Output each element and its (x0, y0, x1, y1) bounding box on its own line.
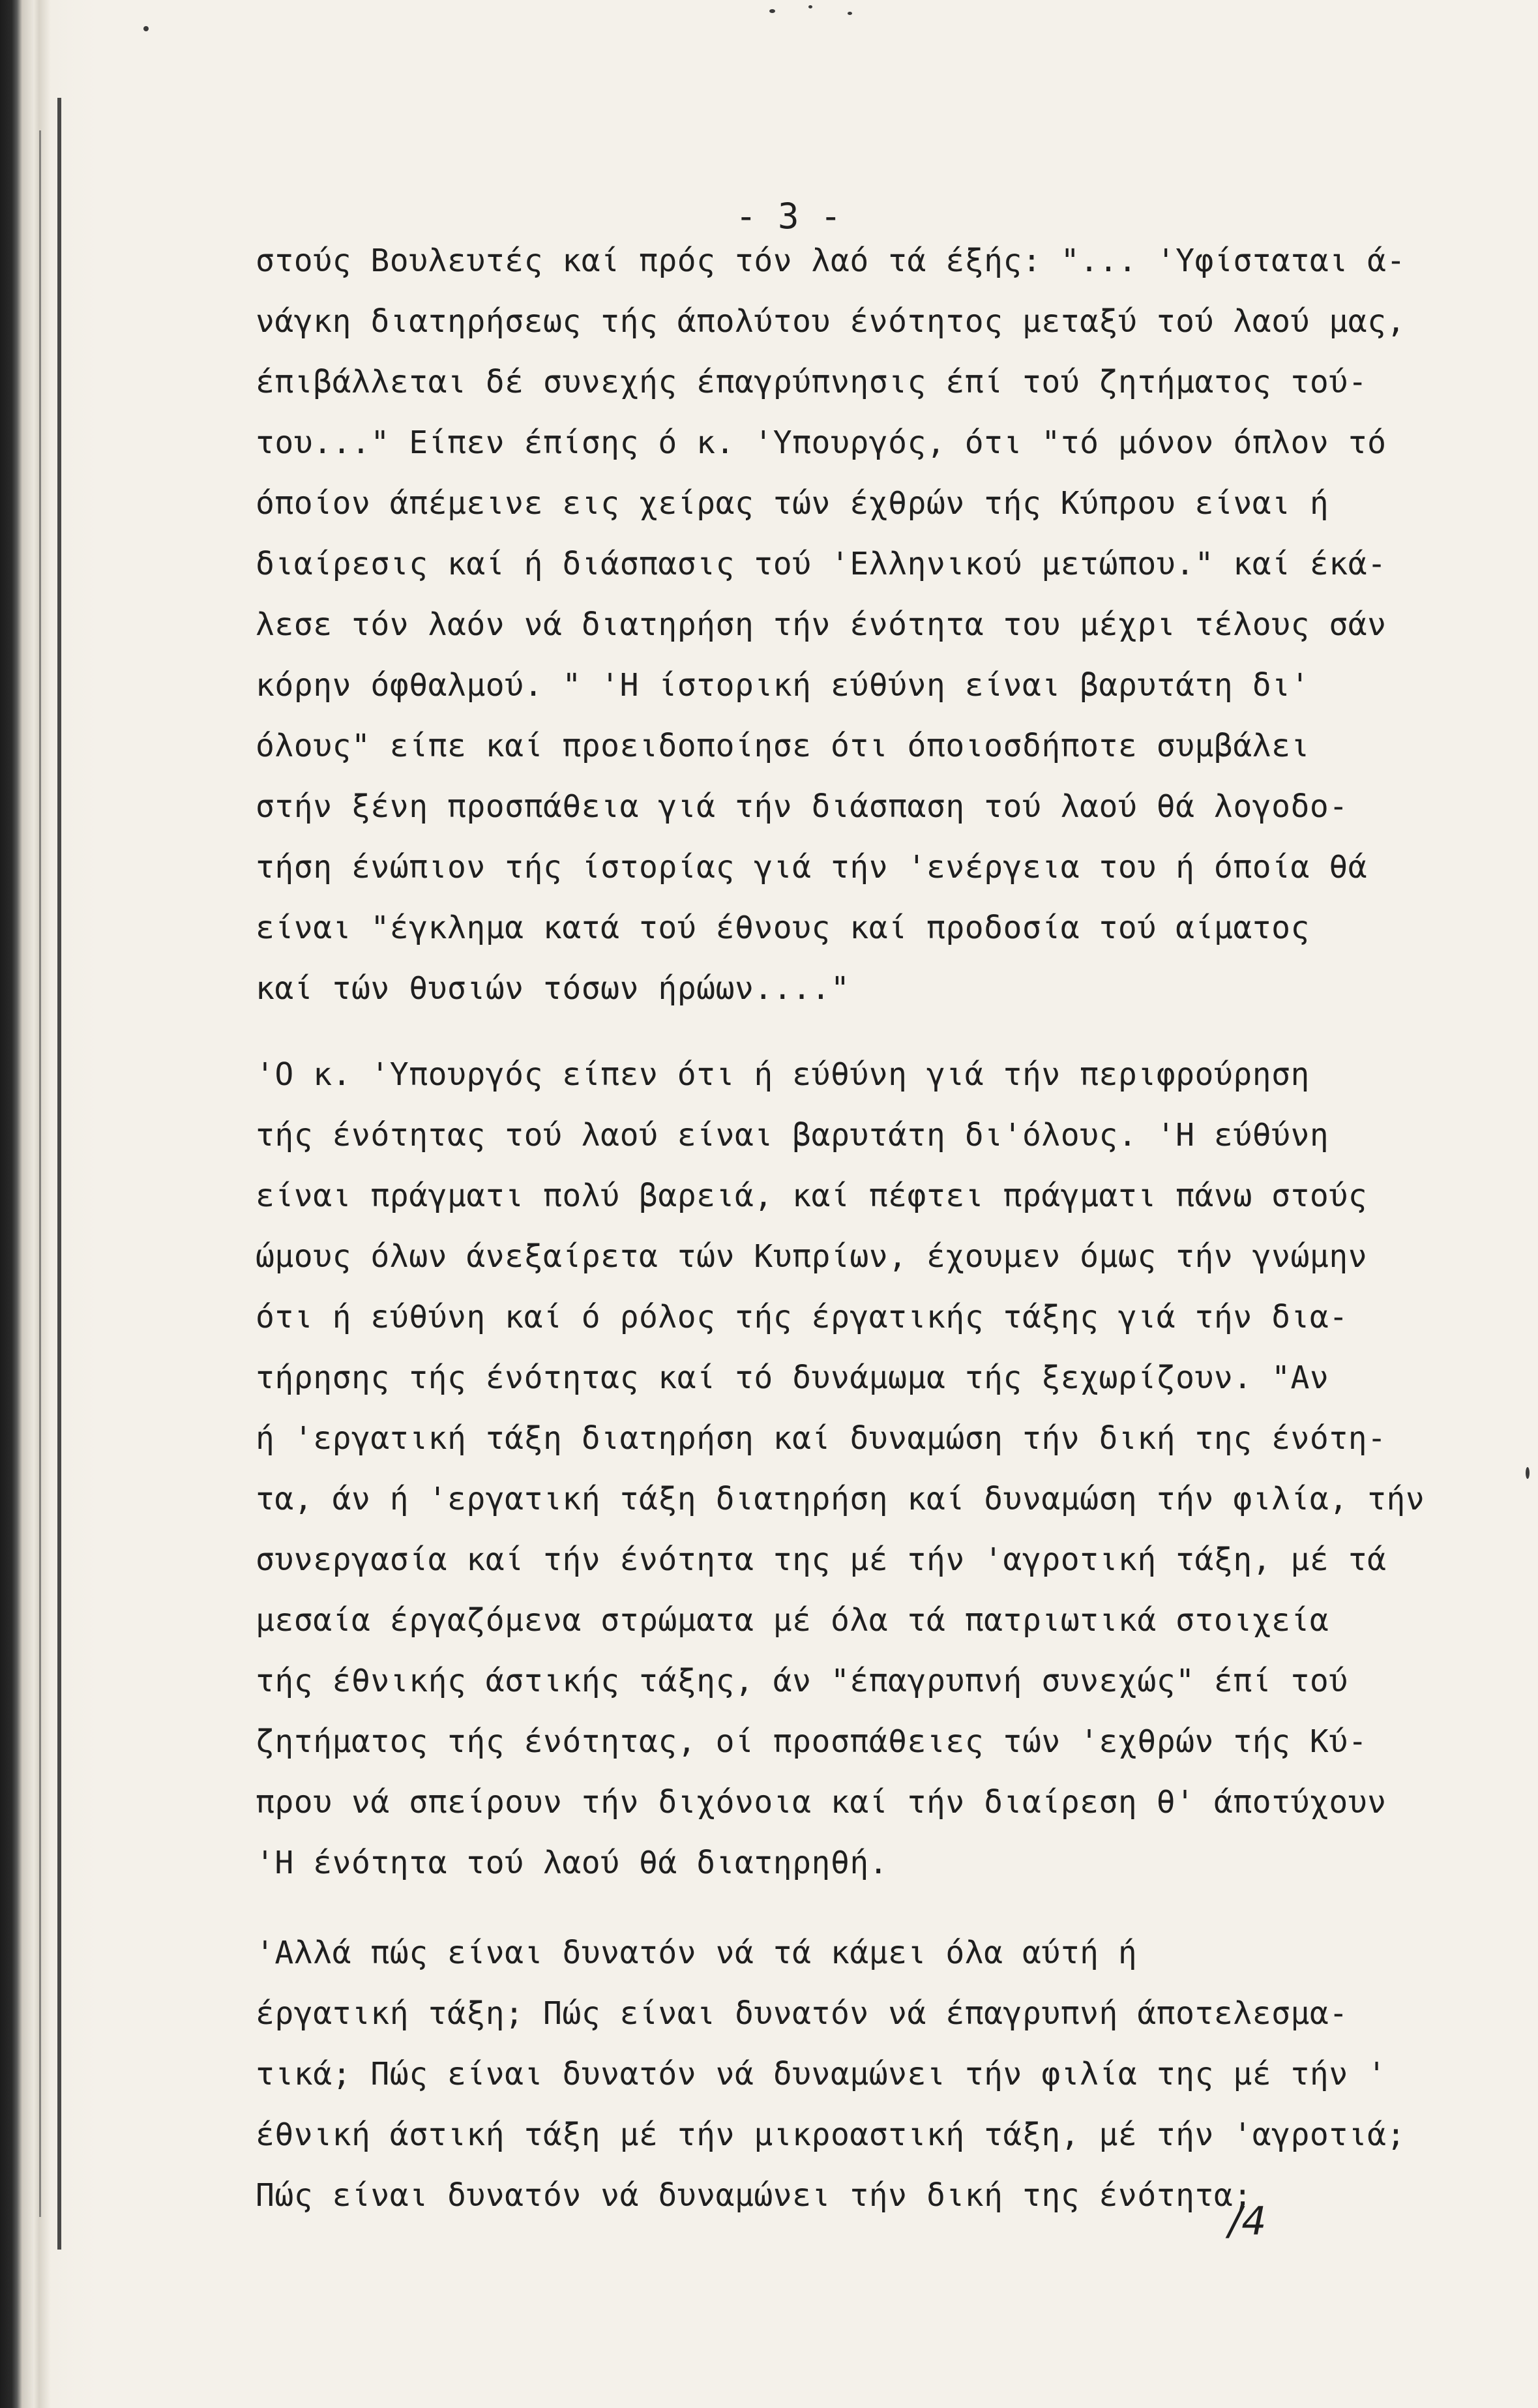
text-line: 'Η ένότητα τού λαού θά διατηρηθή. (256, 1845, 889, 1881)
text-line: 'Ο κ. 'Υπουργός είπεν ότι ή εύθύνη γιά τήν περιφρούρηση (256, 1056, 1310, 1093)
text-line: τικά; Πώς είναι δυνατόν νά δυναμώνει τήν φιλία της μέ τήν ' (256, 2056, 1387, 2092)
text-line: ή 'εργατική τάξη διατηρήση καί δυναμώση τήν δική της ένότη- (256, 1420, 1387, 1457)
text-line: τα, άν ή 'εργατική τάξη διατηρήση καί δυναμώση τήν φιλία, τήν (256, 1481, 1425, 1517)
text-line: ώμους όλων άνεξαίρετα τών Κυπρίων, έχουμεν όμως τήν γνώμην (256, 1238, 1368, 1275)
binding-edge (0, 0, 98, 2408)
text-line: τήση ένώπιον τής ίστορίας γιά τήν 'ενέργεια του ή όποία θά (256, 849, 1368, 885)
page-number: - 3 - (735, 196, 842, 237)
text-line: 'Αλλά πώς είναι δυνατόν νά τά κάμει όλα αύτή ή (256, 1935, 1138, 1971)
text-line: συνεργασία καί τήν ένότητα της μέ τήν 'αγροτική τάξη, μέ τά (256, 1541, 1387, 1578)
text-line: τήρησης τής ένότητας καί τό δυνάμωμα τής ξεχωρίζουν. "Αν (256, 1360, 1329, 1396)
text-line: λεσε τόν λαόν νά διατηρήση τήν ένότητα του μέχρι τέλους σάν (256, 606, 1387, 643)
continuation-mark: /4 (1228, 2199, 1267, 2244)
text-line: νάγκη διατηρήσεως τής άπολύτου ένότητος μεταξύ τού λαού μας, (256, 303, 1406, 340)
text-line: κόρην όφθαλμού. " 'Η ίστορική εύθύνη είναι βαρυτάτη δι' (256, 667, 1310, 704)
text-line: καί τών θυσιών τόσων ήρώων...." (256, 970, 850, 1007)
text-line: έπιβάλλεται δέ συνεχής έπαγρύπνησις έπί τού ζητήματος τού- (256, 364, 1368, 400)
text-line: όποίον άπέμεινε εις χείρας τών έχθρών τής Κύπρου είναι ή (256, 485, 1329, 522)
text-line: τής ένότητας τού λαού είναι βαρυτάτη δι'όλους. 'Η εύθύνη (256, 1117, 1329, 1153)
binding-rule (57, 98, 61, 2250)
text-line: ότι ή εύθύνη καί ό ρόλος τής έργατικής τάξης γιά τήν δια- (256, 1299, 1348, 1335)
text-line: είναι "έγκλημα κατά τού έθνους καί προδοσία τού αίματος (256, 910, 1310, 946)
binding-rule-secondary (39, 130, 41, 2217)
text-line: όλους" είπε καί προειδοποίησε ότι όποιοσδήποτε συμβάλει (256, 728, 1310, 764)
text-line: Πώς είναι δυνατόν νά δυναμώνει τήν δική της ένότητα; (256, 2177, 1252, 2214)
text-line: διαίρεσις καί ή διάσπασις τού 'Ελληνικού μετώπου." καί έκά- (256, 546, 1387, 582)
text-line: στούς Βουλευτές καί πρός τόν λαό τά έξής: "... 'Υφίσταται ά- (256, 243, 1406, 279)
text-line: ζητήματος τής ένότητας, οί προσπάθειες τών 'εχθρών τής Κύ- (256, 1723, 1368, 1760)
scan-speck (808, 5, 812, 8)
text-line: είναι πράγματι πολύ βαρειά, καί πέφτει πράγματι πάνω στούς (256, 1178, 1368, 1214)
text-line: έθνική άστική τάξη μέ τήν μικροαστική τάξη, μέ τήν 'αγροτιά; (256, 2117, 1406, 2153)
text-line: τής έθνικής άστικής τάξης, άν "έπαγρυπνή συνεχώς" έπί τού (256, 1663, 1348, 1699)
text-line: έργατική τάξη; Πώς είναι δυνατόν νά έπαγρυπνή άποτελεσμα- (256, 1995, 1348, 2032)
text-line: στήν ξένη προσπάθεια γιά τήν διάσπαση τού λαού θά λογοδο- (256, 788, 1348, 825)
scan-speck (143, 26, 149, 31)
text-line: πρου νά σπείρουν τήν διχόνοια καί τήν διαίρεση θ' άποτύχουν (256, 1784, 1387, 1821)
text-line: του..." Είπεν έπίσης ό κ. 'Υπουργός, ότι "τό μόνον όπλον τό (256, 424, 1387, 461)
scan-speck (848, 12, 852, 15)
scan-speck (1526, 1467, 1530, 1479)
text-line: μεσαία έργαζόμενα στρώματα μέ όλα τά πατριωτικά στοιχεία (256, 1602, 1329, 1639)
scan-speck (769, 9, 775, 13)
